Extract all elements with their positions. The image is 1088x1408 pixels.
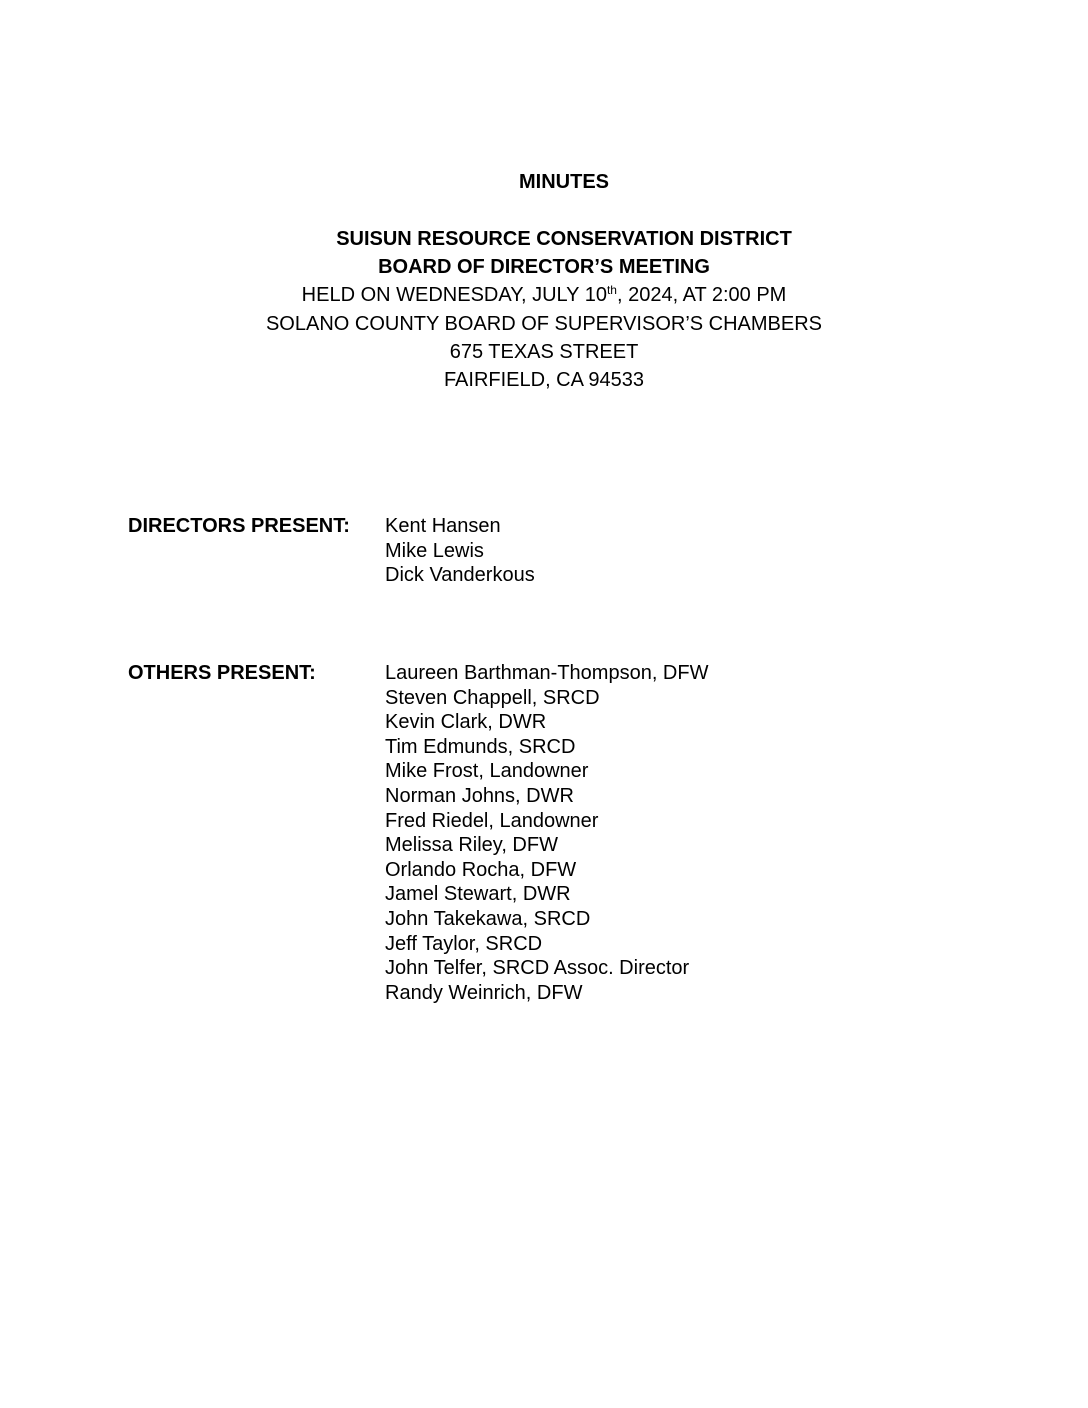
attendee-name: Laureen Barthman-Thompson, DFW (385, 662, 709, 684)
attendee-name: Melissa Riley, DFW (385, 834, 558, 857)
attendee-name: Jeff Taylor, SRCD (385, 932, 543, 955)
attendee-name: Mike Frost, Landowner (385, 760, 589, 783)
director-name: Mike Lewis (385, 539, 484, 562)
others-list (385, 661, 708, 1005)
venue-city: FAIRFIELD, CA 94533 (443, 369, 645, 392)
meeting-header (0, 225, 1088, 394)
date-ordinal-suffix: th (606, 283, 617, 298)
attendee-name: John Telfer, SRCD Assoc. Director (385, 957, 690, 980)
meeting-venue: SOLANO COUNTY BOARD OF SUPERVISOR’S CHAMBERS (265, 312, 823, 335)
director-name: Kent Hansen (385, 515, 501, 537)
venue-street: 675 TEXAS STREET (449, 340, 639, 363)
directors-list (385, 514, 535, 588)
attendee-name: Steven Chappell, SRCD (385, 686, 600, 709)
meeting-date (0, 281, 1088, 309)
director-name: Dick Vanderkous (385, 564, 535, 587)
attendee-name: Fred Riedel, Landowner (385, 809, 599, 832)
attendee-name: John Takekawa, SRCD (385, 907, 591, 930)
attendee-name: Kevin Clark, DWR (385, 711, 547, 734)
meeting-date-prefix: HELD ON WEDNESDAY, JULY 10 (301, 284, 607, 307)
attendee-name: Tim Edmunds, SRCD (385, 735, 576, 758)
others-present-label: OTHERS PRESENT: (128, 662, 316, 684)
directors-present-label: DIRECTORS PRESENT: (128, 515, 350, 537)
attendee-name: Jamel Stewart, DWR (385, 883, 571, 906)
attendee-name: Norman Johns, DWR (385, 784, 574, 807)
attendee-name: Randy Weinrich, DFW (385, 981, 583, 1004)
organization-name: SUISUN RESOURCE CONSERVATION DISTRICT (336, 228, 792, 250)
attendee-name: Orlando Rocha, DFW (385, 858, 577, 881)
meeting-name: BOARD OF DIRECTOR’S MEETING (378, 256, 710, 279)
meeting-date-suffix: , 2024, AT 2:00 PM (616, 284, 787, 307)
document-title: MINUTES (519, 171, 609, 193)
